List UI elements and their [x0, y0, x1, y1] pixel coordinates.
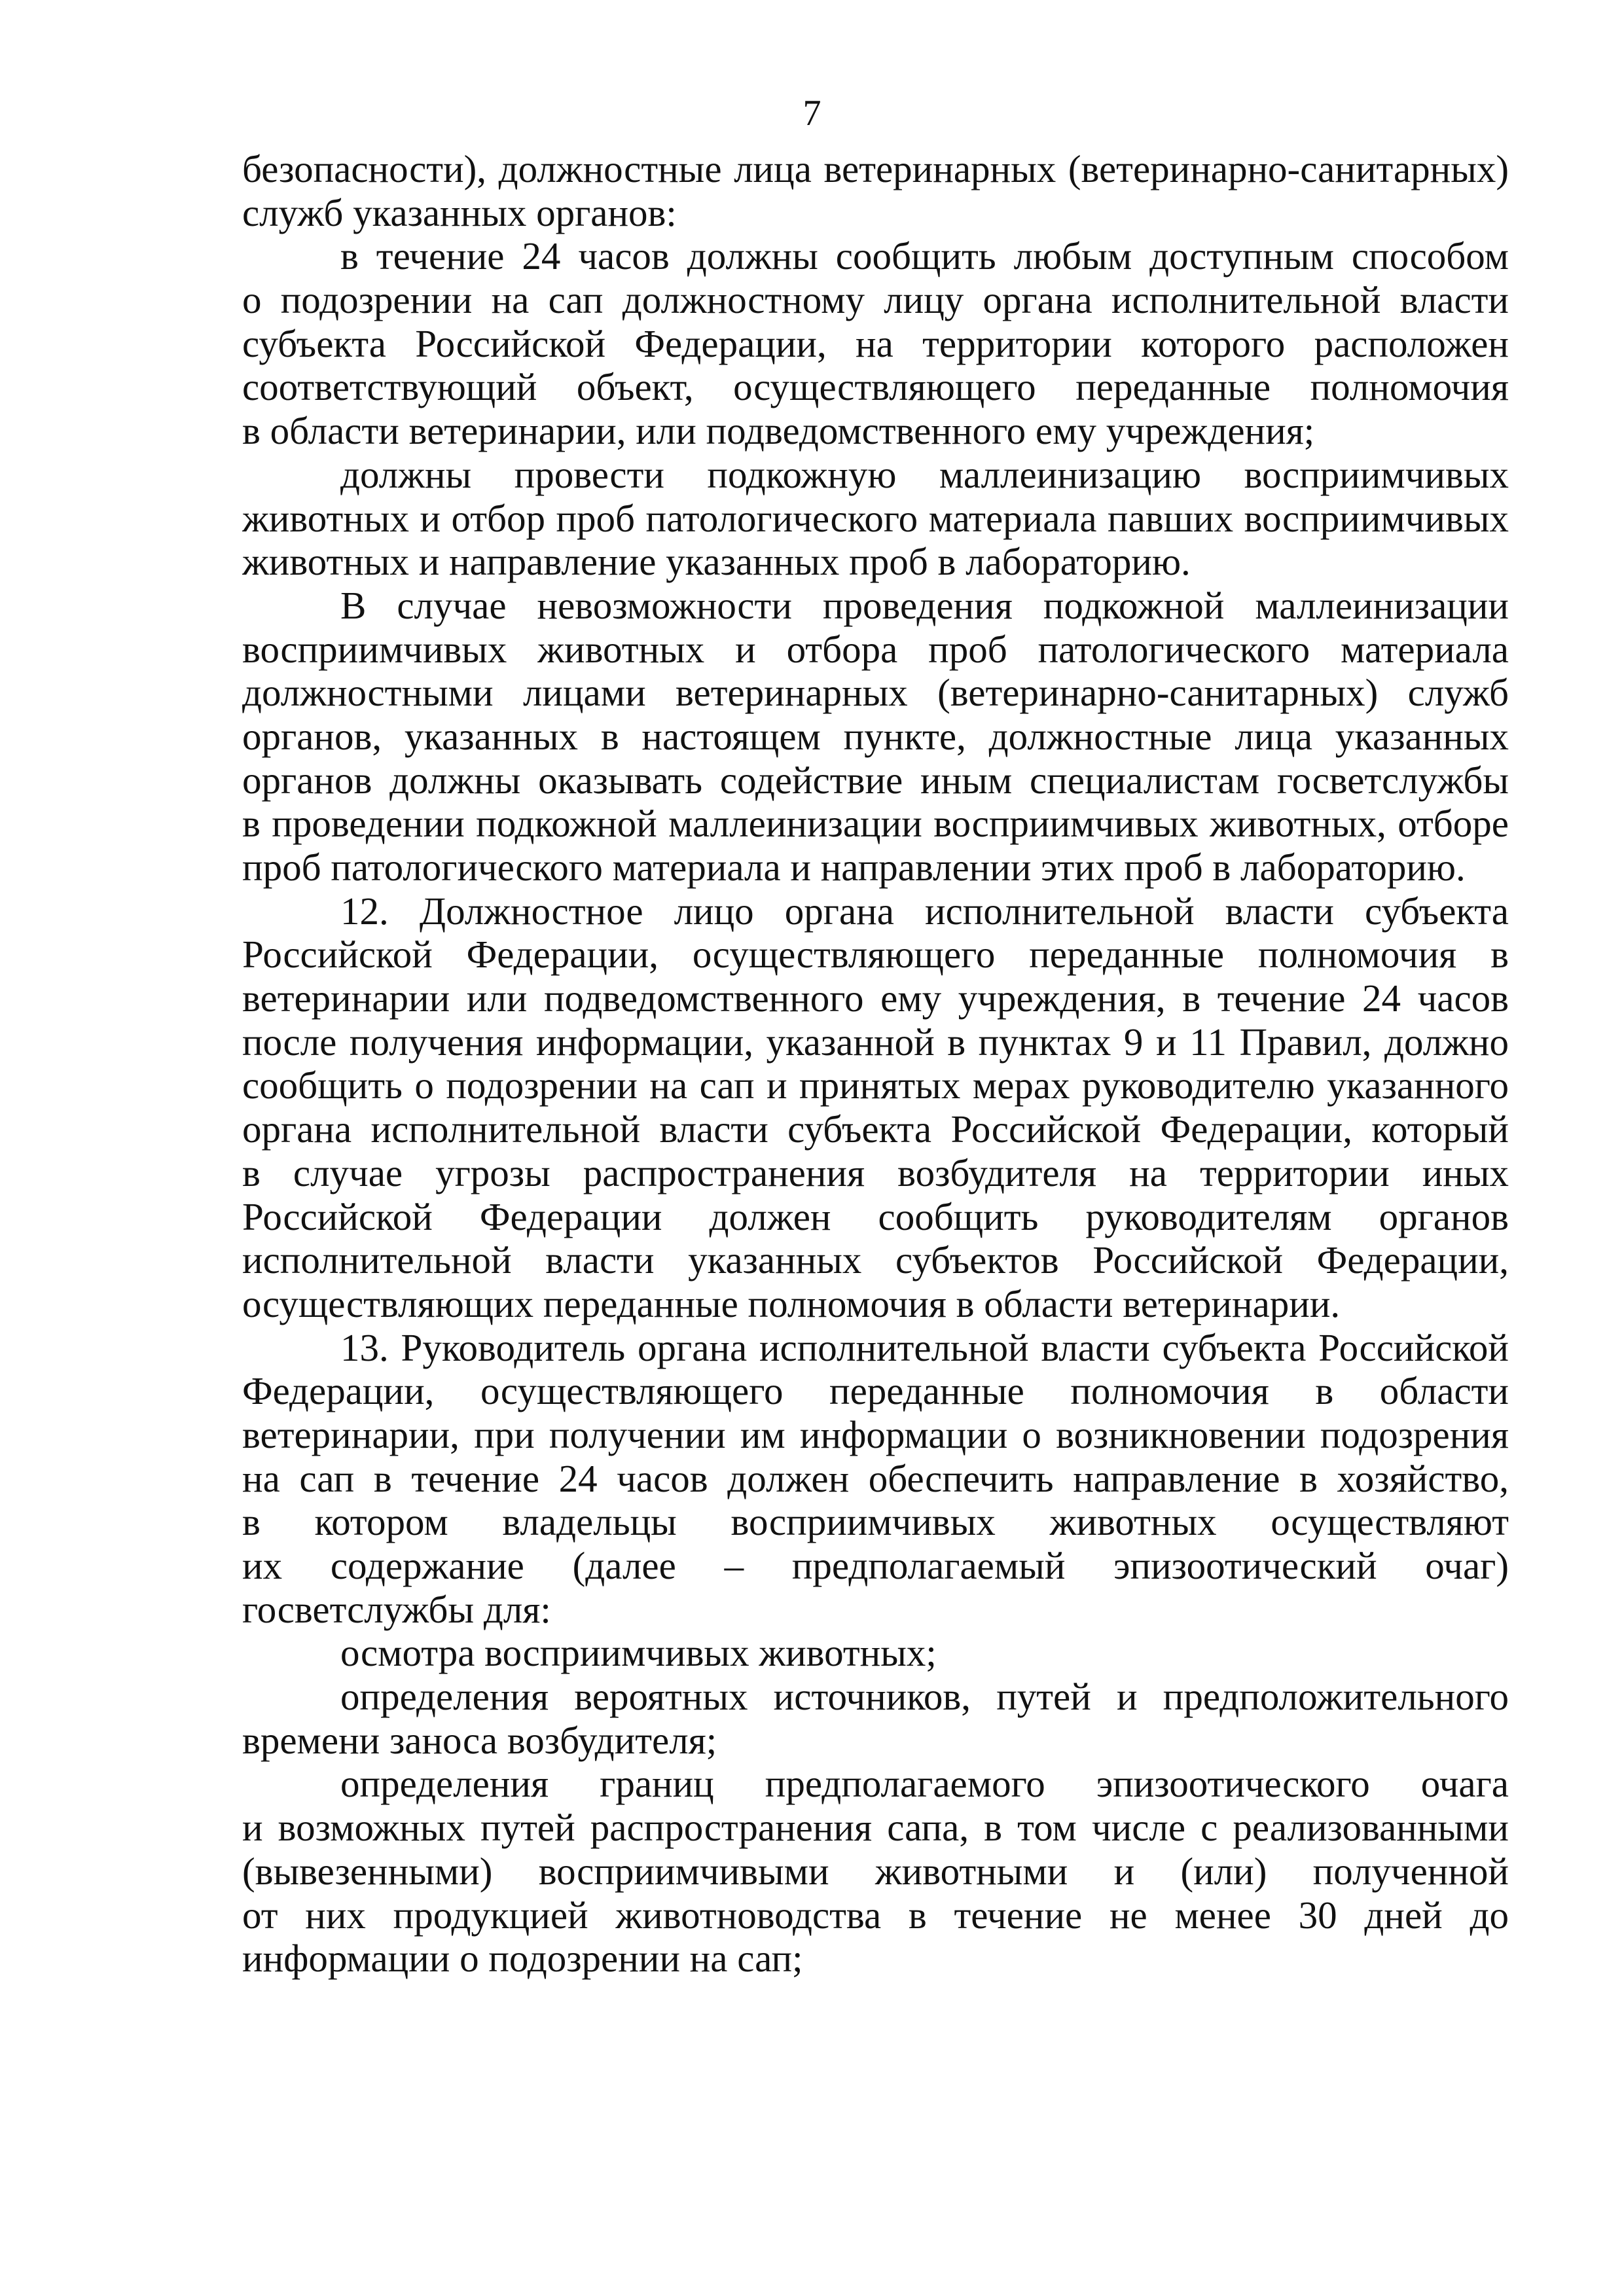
document-body	[242, 147, 1509, 1981]
text-line: в случае угрозы распространения возбудителя на территории иных	[242, 1151, 1509, 1194]
text-line: восприимчивых животных и отбора проб патологического материала	[242, 627, 1509, 671]
text-line: ветеринарии, при получении им информации о возникновении подозрения	[242, 1412, 1509, 1456]
text-line: после получения информации, указанной в пунктах 9 и 11 Правил, должно	[242, 1020, 1509, 1064]
text-line: должностными лицами ветеринарных (ветеринарно-санитарных) служб	[242, 671, 1509, 715]
text-line: на сап в течение 24 часов должен обеспечить направление в хозяйство,	[242, 1456, 1509, 1500]
text-line: ветеринарии или подведомственного ему учреждения, в течение 24 часов	[242, 977, 1509, 1020]
text-line: проб патологического материала и направлении этих проб в лабораторию.	[242, 846, 1466, 889]
text-line: органа исполнительной власти субъекта Российской Федерации, который	[242, 1107, 1509, 1151]
text-line: 13. Руководитель органа исполнительной власти субъекта Российской	[340, 1325, 1509, 1369]
text-line: соответствующий объект, осуществляющего переданные полномочия	[242, 365, 1509, 409]
text-line: и возможных путей распространения сапа, в том числе с реализованными	[242, 1806, 1509, 1850]
page-number: 7	[803, 93, 821, 134]
text-line: исполнительной власти указанных субъектов Российской Федерации,	[242, 1238, 1509, 1282]
text-line: должны провести подкожную маллеинизацию восприимчивых	[340, 452, 1509, 496]
text-line: органов должны оказывать содействие иным специалистам госветслужбы	[242, 758, 1509, 802]
text-line: осмотра восприимчивых животных;	[340, 1631, 937, 1675]
text-line: Российской Федерации должен сообщить руководителям органов	[242, 1194, 1509, 1238]
text-line: определения границ предполагаемого эпизоотического очага	[340, 1762, 1509, 1806]
text-line: определения вероятных источников, путей и предположительного	[340, 1675, 1509, 1719]
text-line: Федерации, осуществляющего переданные полномочия в области	[242, 1369, 1509, 1413]
text-line: осуществляющих переданные полномочия в области ветеринарии.	[242, 1282, 1341, 1325]
text-line: сообщить о подозрении на сап и принятых мерах руководителю указанного	[242, 1064, 1509, 1107]
text-line: в области ветеринарии, или подведомственного ему учреждения;	[242, 409, 1315, 453]
text-line: органов, указанных в настоящем пункте, должностные лица указанных	[242, 714, 1509, 758]
text-line: служб указанных органов:	[242, 190, 677, 234]
text-line: В случае невозможности проведения подкожной маллеинизации	[340, 583, 1509, 627]
text-line: времени заноса возбудителя;	[242, 1718, 717, 1762]
text-line: их содержание (далее – предполагаемый эпизоотический очаг)	[242, 1544, 1509, 1587]
text-line: животных и отбор проб патологического материала павших восприимчивых	[242, 496, 1509, 540]
text-line: Российской Федерации, осуществляющего переданные полномочия в	[242, 933, 1509, 977]
text-line: в течение 24 часов должны сообщить любым доступным способом	[340, 234, 1509, 278]
text-line: животных и направление указанных проб в лабораторию.	[242, 540, 1191, 584]
text-line: 12. Должностное лицо органа исполнительной власти субъекта	[340, 889, 1509, 933]
text-line: о подозрении на сап должностному лицу органа исполнительной власти	[242, 278, 1509, 322]
text-line: в котором владельцы восприимчивых животных осуществляют	[242, 1500, 1509, 1544]
text-line: информации о подозрении на сап;	[242, 1937, 803, 1981]
text-line: безопасности), должностные лица ветеринарных (ветеринарно-санитарных)	[242, 147, 1509, 190]
text-line: субъекта Российской Федерации, на территории которого расположен	[242, 321, 1509, 365]
text-line: от них продукцией животноводства в течение не менее 30 дней до	[242, 1893, 1509, 1937]
text-line: госветслужбы для:	[242, 1587, 551, 1631]
text-line: (вывезенными) восприимчивыми животными и (или) полученной	[242, 1849, 1509, 1893]
text-line: в проведении подкожной маллеинизации восприимчивых животных, отборе	[242, 802, 1509, 846]
